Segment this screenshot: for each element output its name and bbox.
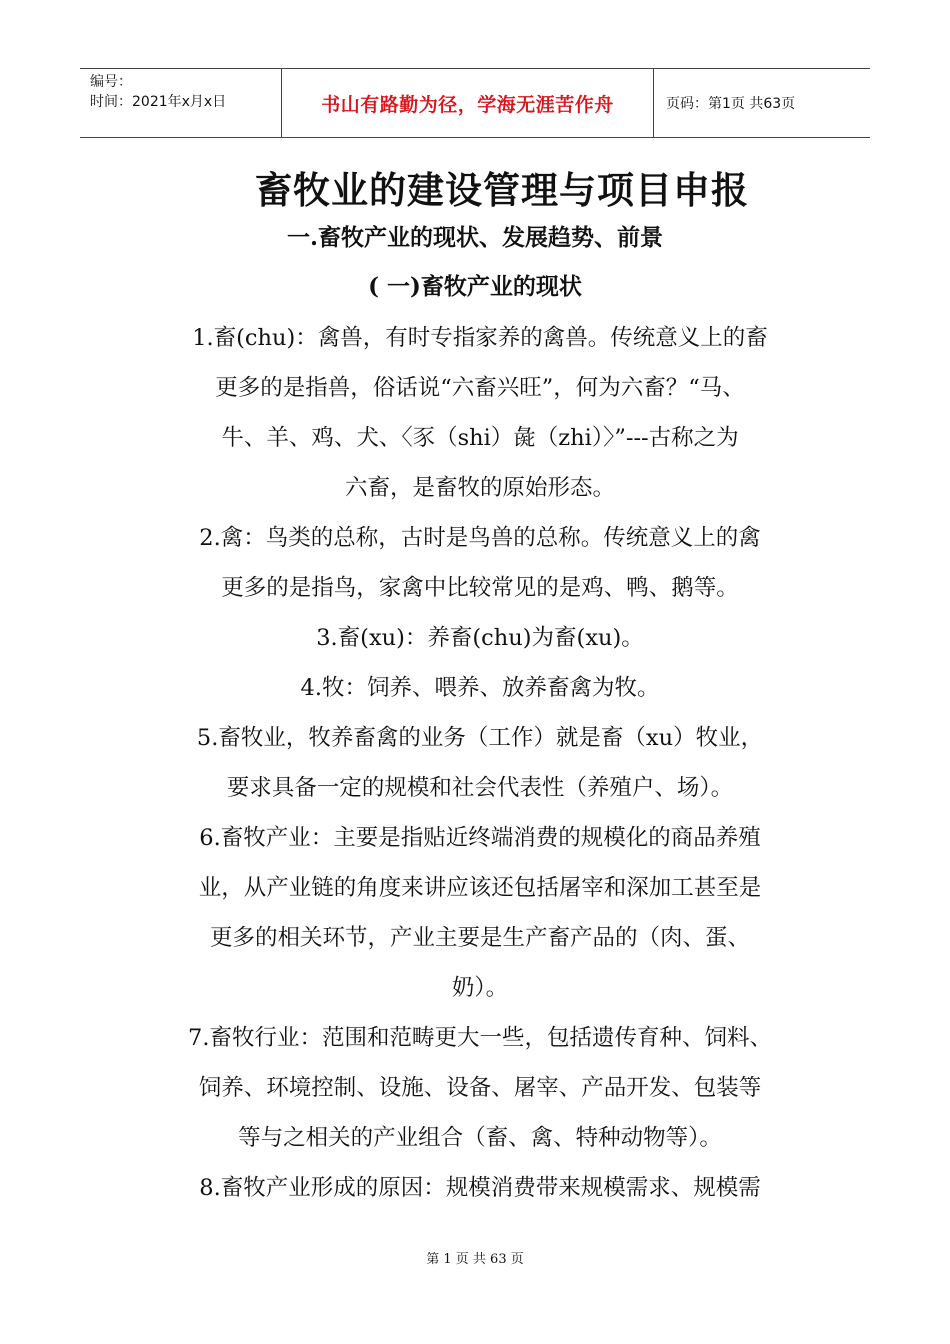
body-line: 要求具备一定的规模和社会代表性（养殖户、场）。: [226, 775, 734, 801]
document-title: 畜牧业的建设管理与项目申报: [255, 168, 749, 212]
body-line: 3.畜(xu)：养畜(chu)为畜(xu)。: [316, 625, 644, 651]
body-line: 牛、羊、鸡、犬、〈豕（shi）彘（zhi）〉”---古称之为: [221, 425, 739, 451]
body-line: 5.畜牧业，牧养畜禽的业务（工作）就是畜（xu）牧业，: [196, 725, 764, 751]
body-line: 等与之相关的产业组合（畜、禽、特种动物等）。: [238, 1125, 722, 1151]
body-line: 7.畜牧行业：范围和范畴更大一些，包括遗传育种、饲料、: [188, 1025, 772, 1051]
body-line: 饲养、环境控制、设施、设备、屠宰、产品开发、包装等: [198, 1075, 762, 1101]
header-table: [80, 68, 870, 138]
body-line: 4.牧：饲养、喂养、放养畜禽为牧。: [300, 675, 660, 701]
body-line: 更多的相关环节，产业主要是生产畜产品的（肉、蛋、: [209, 925, 750, 951]
header-motto-cell: [282, 69, 654, 137]
body-line: 奶）。: [451, 975, 509, 1001]
header-meta-cell: [80, 69, 282, 137]
body-line: 六畜，是畜牧的原始形态。: [344, 475, 615, 501]
body-line: 6.畜牧产业：主要是指贴近终端消费的规模化的商品养殖: [199, 825, 761, 851]
header-motto: 书山有路勤为径，学海无涯苦作舟: [321, 93, 614, 116]
document-number-label: 编号：: [90, 74, 132, 90]
header-page-cell: [654, 69, 870, 137]
header-page-info: 页码：第1页 共63页: [666, 96, 796, 112]
document-date-label: 时间：2021年x月x日: [90, 94, 227, 110]
body-line: 更多的是指鸟，家禽中比较常见的是鸡、鸭、鹅等。: [221, 575, 739, 601]
section-title: 一.畜牧产业的现状、发展趋势、前景: [286, 224, 663, 251]
body-line: 1.畜(chu)：禽兽，有时专指家养的禽兽。传统意义上的畜: [192, 325, 768, 351]
page-footer: 第 1 页 共 63 页: [426, 1252, 524, 1267]
subsection-title: ( 一)畜牧产业的现状: [368, 273, 582, 300]
body-line: 业，从产业链的角度来讲应该还包括屠宰和深加工甚至是: [198, 875, 762, 901]
body-line: 更多的是指兽，俗话说“六畜兴旺”，何为六畜？“马、: [215, 375, 745, 401]
body-line: 2.禽：鸟类的总称，古时是鸟兽的总称。传统意义上的禽: [199, 525, 761, 551]
body-line: 8.畜牧产业形成的原因：规模消费带来规模需求、规模需: [199, 1175, 761, 1201]
